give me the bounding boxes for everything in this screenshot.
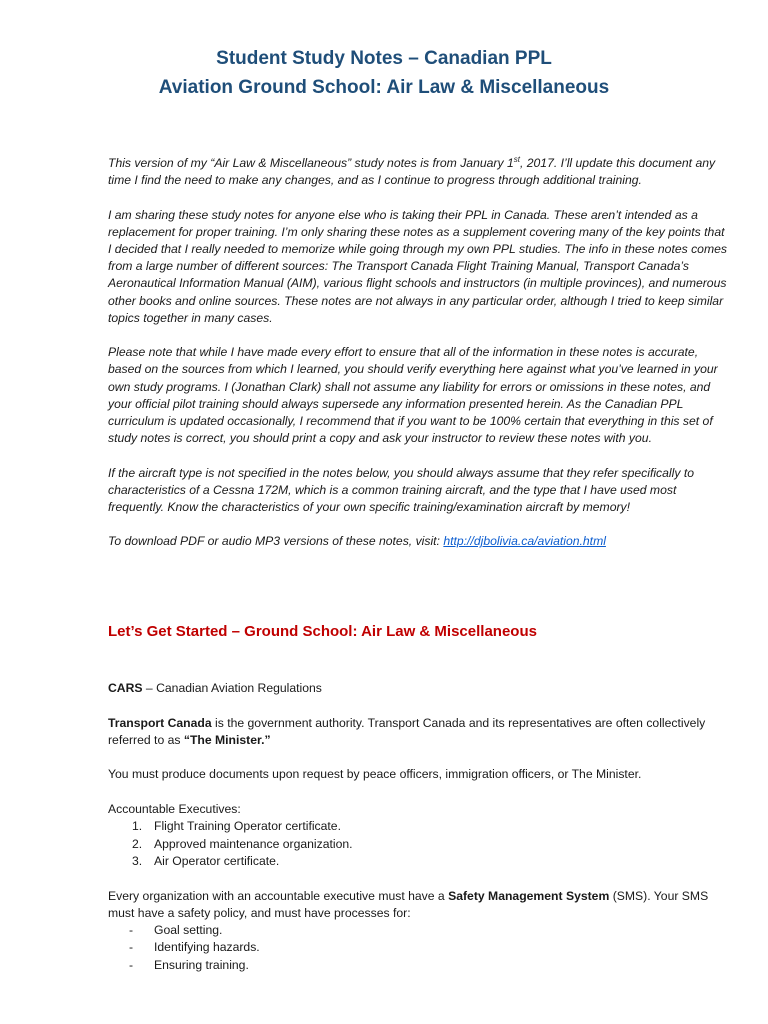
intro-paragraph-version: This version of my “Air Law & Miscellaneous” study notes is from January 1st, 2017. I’ll update this document any time I find the need to make any changes, and as I continue to progress through additional training. <box>108 154 716 188</box>
intro-paragraph-download: To download PDF or audio MP3 versions of these notes, visit: http://djbolivia.ca/aviation.html <box>108 534 606 549</box>
intro-section <box>108 155 728 568</box>
document-subtitle: Aviation Ground School: Air Law & Miscellaneous <box>158 77 610 98</box>
document-title: Student Study Notes – Canadian PPL <box>216 48 552 69</box>
list-item: - Ensuring training. <box>129 957 249 972</box>
list-item: - Goal setting. <box>129 923 223 938</box>
transport-canada-definition: Transport Canada is the government authority. Transport Canada and its representatives are often collectively referred to as “The Minister.” <box>108 715 706 747</box>
accountable-executives-heading: Accountable Executives: <box>108 802 241 817</box>
intro-paragraph-aircraft: If the aircraft type is not specified in the notes below, you should always assume that they refer specifically to characteristics of a Cessna 172M, which is a common training aircraft, and the type that I have used most frequently. Know the characteristics of your own specific training/examination aircraft by memory! <box>108 465 694 515</box>
cars-definition: CARS – Canadian Aviation Regulations <box>108 681 322 695</box>
section-heading: Let’s Get Started – Ground School: Air Law & Miscellaneous <box>108 623 537 640</box>
documents-note: You must produce documents upon request by peace officers, immigration officers, or The Minister. <box>108 767 642 782</box>
list-item: 1. Flight Training Operator certificate. <box>132 819 341 834</box>
intro-paragraph-disclaimer: Please note that while I have made every effort to ensure that all of the information in these notes is accurate, based on the sources from which I learned, you should verify everything here against what you’ve learned in your own study programs. I (Jonathan Clark) shall not assume any liability for errors or omissions in these notes, and your official pilot training should always supersede any information presented herein. As the Canadian PPL curriculum is updated occasionally, I recommend that if you want to be 100% certain that everything in this set of study notes is correct, you should print a copy and ask your instructor to review these notes with you. <box>108 345 718 446</box>
list-item: - Identifying hazards. <box>129 940 260 955</box>
sms-process-list <box>108 922 728 974</box>
download-link[interactable]: http://djbolivia.ca/aviation.html <box>443 534 606 549</box>
accountable-executives-list <box>108 818 728 870</box>
intro-paragraph-sharing: I am sharing these study notes for anyone else who is taking their PPL in Canada. These aren’t intended as a replacement for proper training. I’m only sharing these notes as a supplement covering many of the key points that I decided that I really needed to memorize while going through my own PPL studies. The info in these notes comes from a large number of different sources: The Transport Canada Flight Training Manual, Transport Canada’s Aeronautical Information Manual (AIM), various flight schools and instructors (in multiple provinces), and numerous other books and online sources. These notes are not always in any particular order, although I tried to keep similar topics together in many cases. <box>108 207 727 325</box>
list-item: 2. Approved maintenance organization. <box>132 836 353 851</box>
list-item: 3. Air Operator certificate. <box>132 853 280 868</box>
air-law-section <box>108 680 728 991</box>
sms-paragraph: Every organization with an accountable executive must have a Safety Management System (SMS). Your SMS must have a safety policy, and must have processes for: <box>108 888 709 920</box>
